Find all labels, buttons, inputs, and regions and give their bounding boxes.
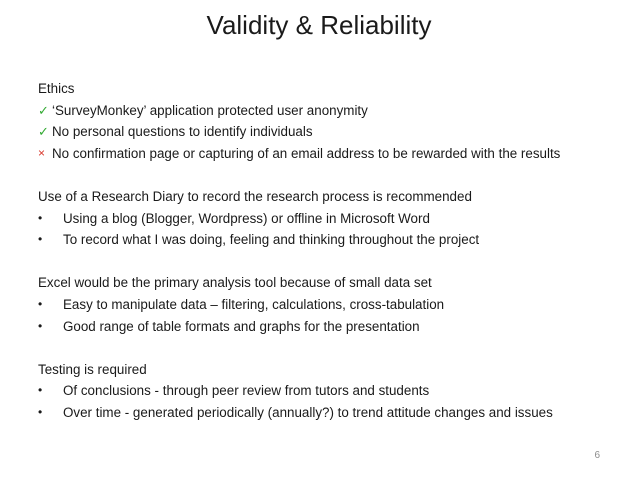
- bullet-icon: •: [38, 383, 43, 398]
- list-item-text: No personal questions to identify individuals: [52, 124, 313, 140]
- cross-icon: ×: [38, 145, 46, 160]
- list-item: [38, 229, 608, 251]
- slide-body: [38, 78, 608, 424]
- spacer: [38, 251, 608, 273]
- slide-title: Validity & Reliability: [206, 10, 432, 40]
- spacer: [38, 164, 608, 186]
- list-item: [38, 316, 608, 338]
- spacer: [38, 337, 608, 359]
- list-item-text: Of conclusions - through peer review from tutors and students: [63, 383, 430, 399]
- bullet-icon: •: [38, 318, 43, 333]
- checkmark-icon: ✓: [38, 102, 49, 118]
- bullet-icon: •: [38, 210, 43, 225]
- list-item-text: Easy to manipulate data – filtering, calculations, cross-tabulation: [63, 296, 445, 312]
- list-item-text: Good range of table formats and graphs for the presentation: [63, 318, 420, 334]
- list-item-text: Over time - generated periodically (annually?) to trend attitude changes and issues: [63, 404, 553, 420]
- list-item: [38, 100, 608, 122]
- bullet-icon: •: [38, 296, 43, 311]
- page-number: 6: [594, 450, 600, 461]
- list-item-text: Using a blog (Blogger, Wordpress) or offline in Microsoft Word: [63, 210, 430, 226]
- list-item: [38, 121, 608, 143]
- section-heading: Excel would be the primary analysis tool because of small data set: [38, 275, 432, 291]
- bullet-icon: •: [38, 404, 43, 419]
- section-heading: Use of a Research Diary to record the research process is recommended: [38, 188, 472, 204]
- list-item: [38, 380, 608, 402]
- list-item: [38, 294, 608, 316]
- list-item: [38, 208, 608, 230]
- list-item: [38, 402, 608, 424]
- section-heading: Ethics: [38, 81, 75, 96]
- list-item: [38, 143, 608, 165]
- section-heading: Testing is required: [38, 361, 147, 377]
- list-item-text: ‘SurveyMonkey’ application protected user anonymity: [52, 102, 368, 118]
- list-item-text: No confirmation page or capturing of an email address to be rewarded with the results: [52, 145, 561, 161]
- checkmark-icon: ✓: [38, 124, 49, 140]
- bullet-icon: •: [38, 232, 43, 247]
- list-item-text: To record what I was doing, feeling and thinking throughout the project: [63, 232, 480, 248]
